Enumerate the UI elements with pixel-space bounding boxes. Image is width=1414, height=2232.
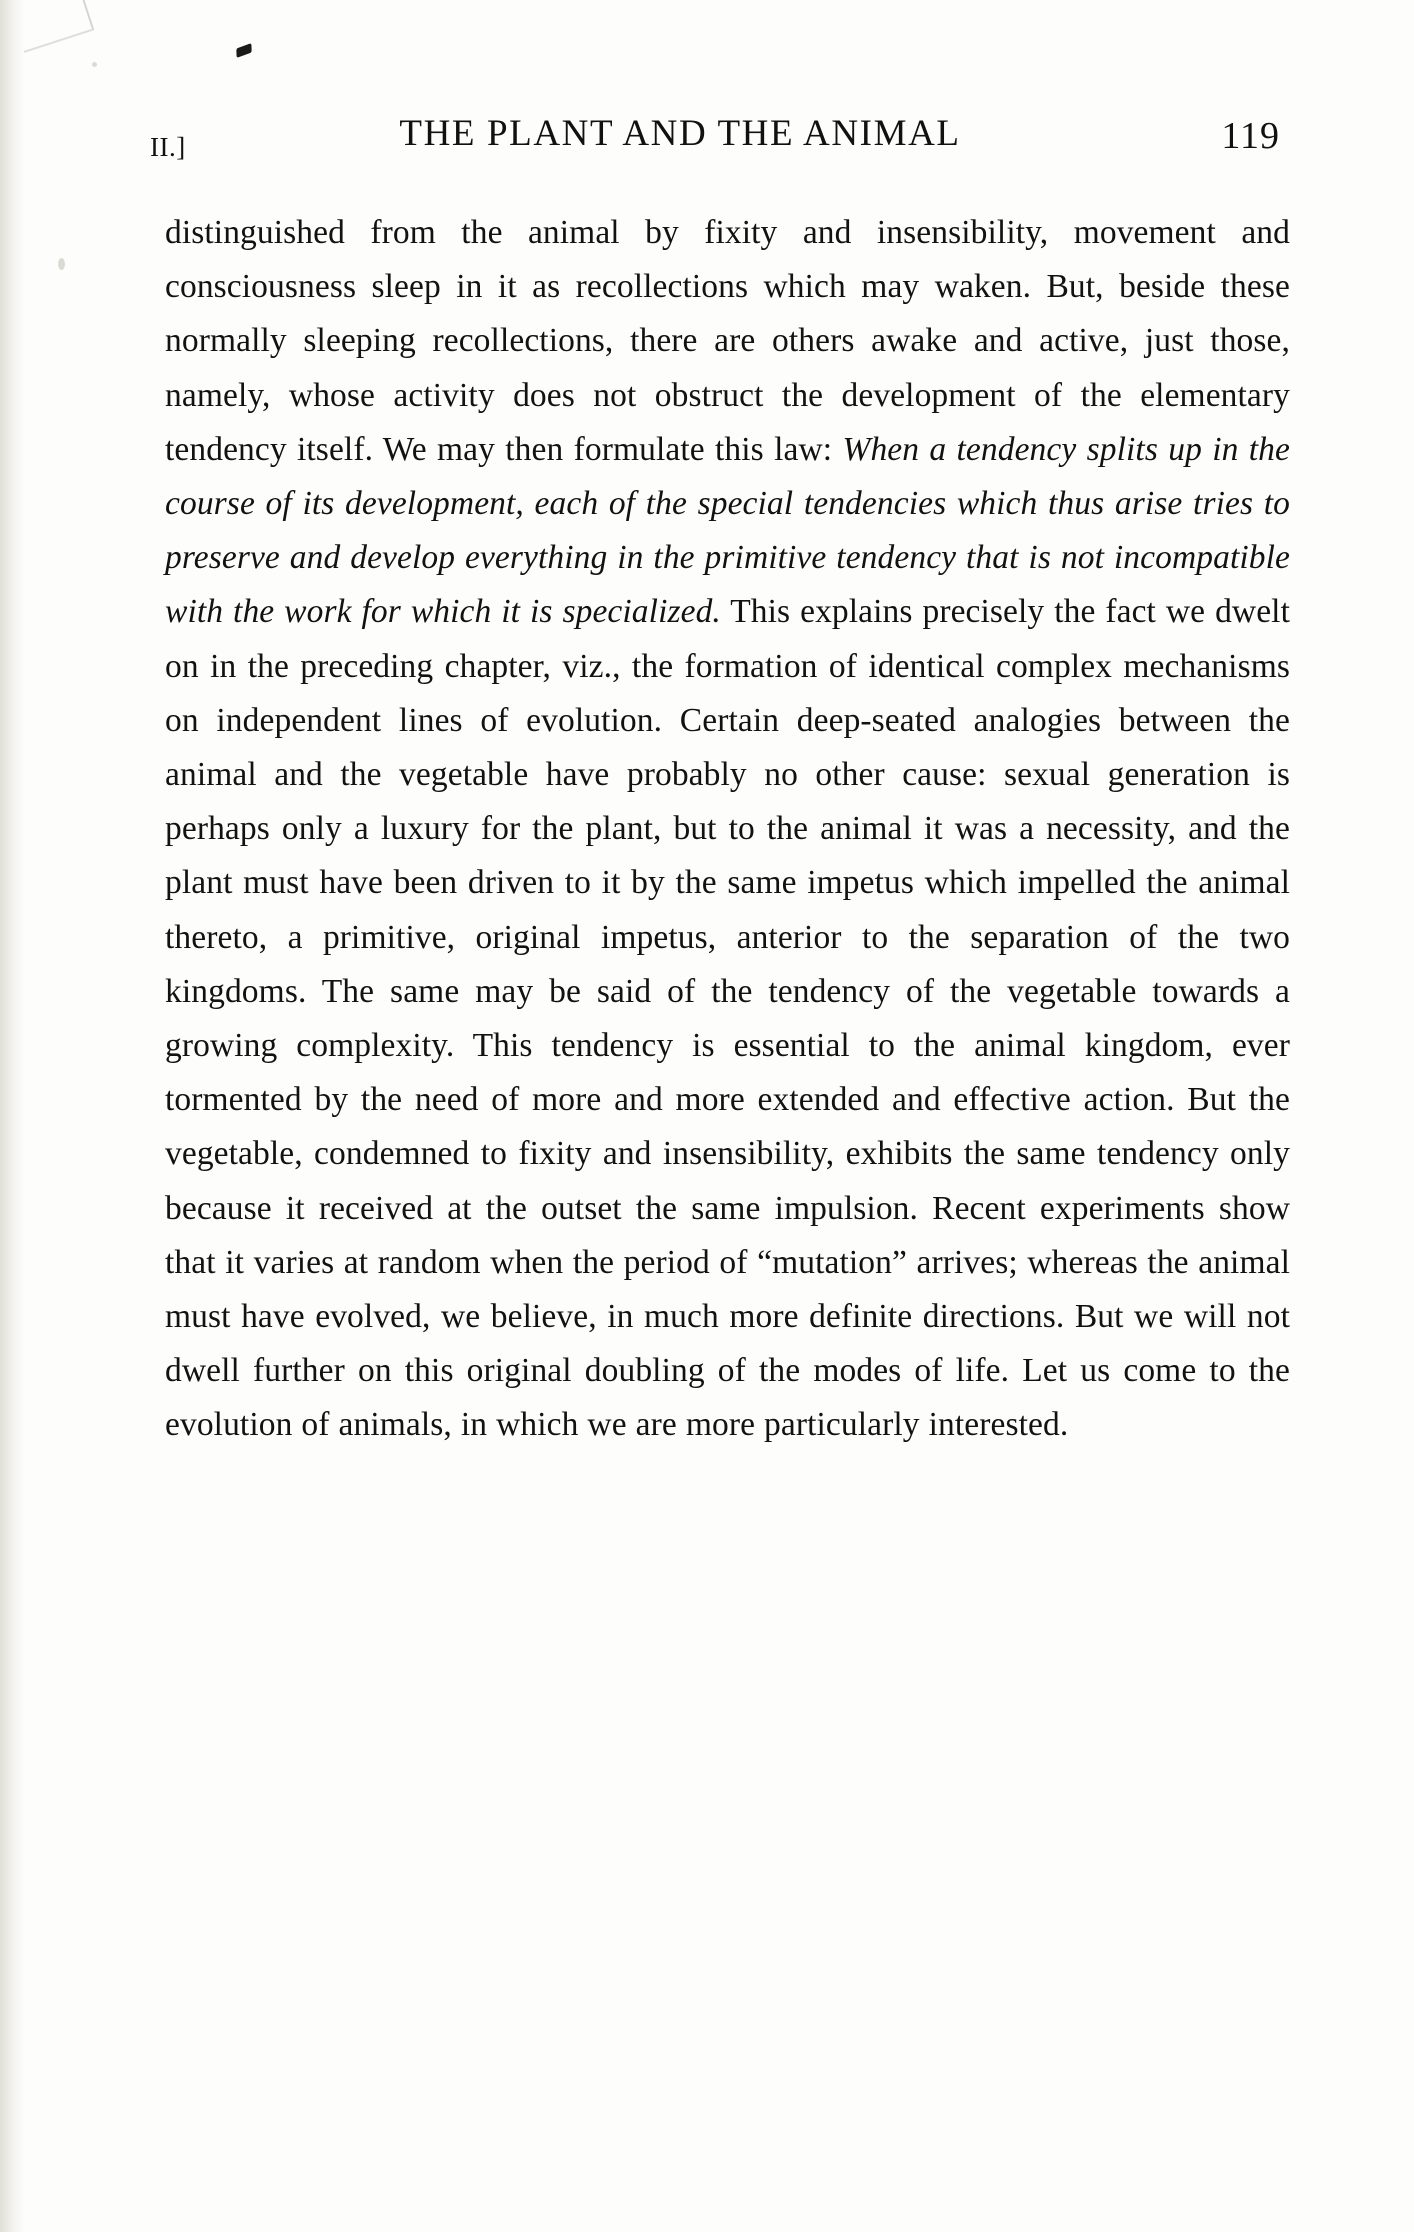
paragraph-segment-italic-law: When a tendency splits up in the course of its development, each of the special tendencies which thus arise tries to preserve and develop everything in the primitive tendency that is not incompatible with the work for which it is specialized.: [165, 430, 1290, 631]
paragraph-segment-plain-end: This explains precisely the fact we dwelt on in the preceding chapter, viz., the formation of identical complex mechanisms on independent lines of evolution. Certain deep-seated analogies between the animal and the vegetable have probably no other cause: sexual generation is perhaps only a luxury for the plant, but to the animal it was a necessity, and the plant must have been driven to it by the same impetus which impelled the animal thereto, a primitive, original impetus, anterior to the separation of the two kingdoms. The same may be said of the tendency of the vegetable towards a growing complexity. This tendency is essential to the animal kingdom, ever tormented by the need of more and more extended and effective action. But the vegetable, condemned to fixity and insensibility, exhibits the same tendency only because it received at the outset the same impulsion. Recent experiments show that it varies at random when the period of “mutation” arrives; whereas the animal must have evolved, we believe, in much more definite directions. But we will not dwell further on this original doubling of the modes of life. Let us come to the evolution of animals, in which we are more particularly interested.: [165, 593, 1290, 1444]
scan-speck-artifact: [92, 62, 97, 67]
chapter-folio-left: II.]: [150, 132, 186, 162]
ink-tick-mark: [236, 43, 251, 58]
scan-corner-artifact: [24, 0, 94, 86]
page-header: [150, 112, 1280, 168]
running-title: THE PLANT AND THE ANIMAL: [399, 113, 961, 154]
paragraph-segment-plain-start: distinguished from the animal by fixity and insensibility, movement and consciousness sleep in it as recollections which may waken. But, beside these normally sleeping recollections, there are others awake and active, just those, namely, whose activity does not obstruct the development of the elementary tendency itself. We may then formulate this law:: [165, 214, 1290, 468]
body-text-block: [165, 206, 1290, 1453]
scan-edge-artifact: [0, 0, 26, 2232]
page-number: 119: [1221, 115, 1280, 157]
body-paragraph: [165, 206, 1290, 1453]
scan-speck-artifact: [58, 258, 65, 270]
